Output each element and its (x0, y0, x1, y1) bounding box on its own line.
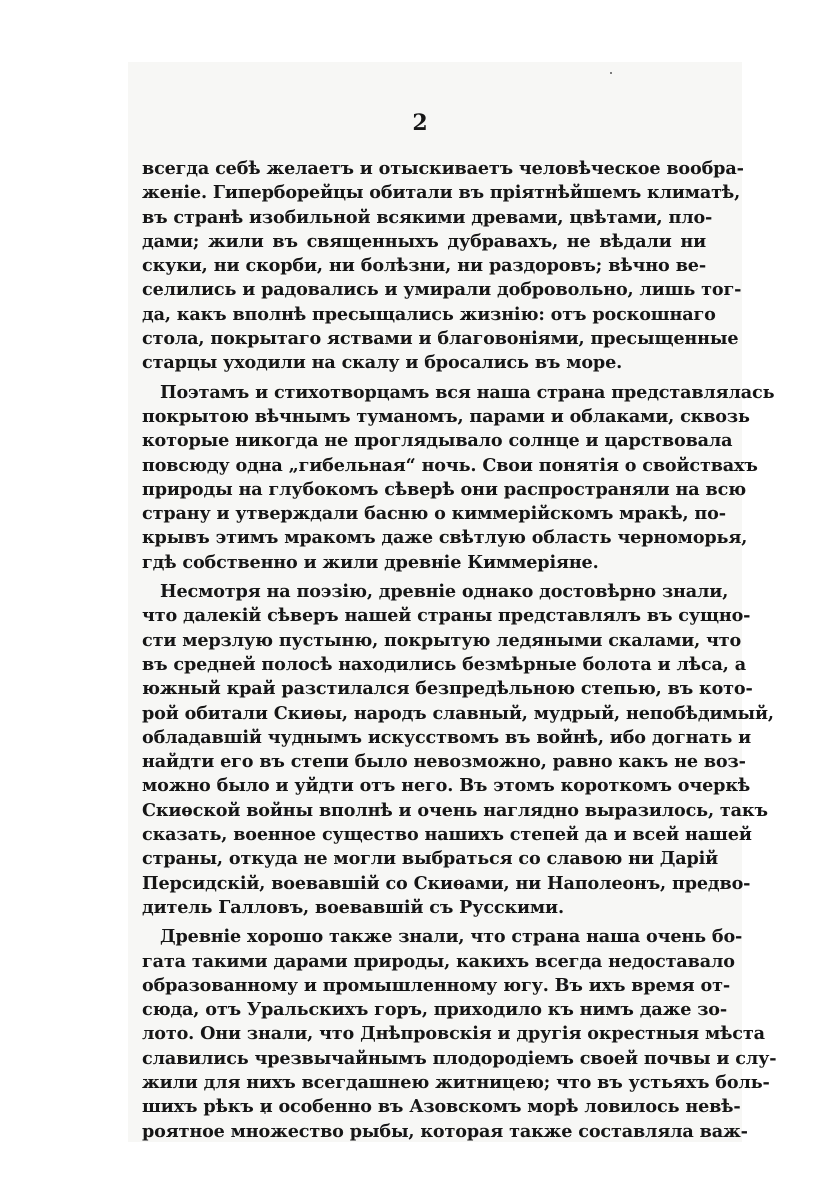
text-line: Персидскій, воевавшій со Скиѳами, ни Наполеонъ, предво- (142, 872, 751, 894)
text-line: южный край разстилался безпредѣльною степью, въ кото- (142, 678, 753, 700)
text-line: сказать, военное существо нашихъ степей да и всей нашей (142, 824, 752, 846)
text-line: повсюду одна „гибельная“ ночь. Свои понятія о свойствахъ (142, 454, 758, 476)
paragraph (142, 925, 777, 1144)
text-line: сти мерзлую пустыню, покрытую ледяными скалами, что (142, 629, 742, 651)
text-line: крывъ этимъ мракомъ даже свѣтлую область черноморья, (142, 527, 748, 549)
paragraph (142, 157, 744, 376)
text-line: найдти его въ степи было невозможно, равно какъ не воз- (142, 751, 746, 773)
text-line: которые никогда не проглядывало солнце и царствовала (142, 430, 733, 452)
text-line: образованному и промышленному югу. Въ ихъ время от- (142, 974, 730, 996)
text-line: старцы уходили на скалу и бросались въ море. (142, 352, 623, 374)
text-line: да, какъ вполнѣ пресыщались жизнію: отъ роскошнаго (142, 303, 716, 325)
text-line: стола, покрытаго яствами и благовоніями, пресыщенные (142, 328, 739, 350)
text-line: въ странѣ изобильной всякими древами, цвѣтами, пло- (142, 206, 713, 228)
text-line: Несмотря на поэзію, древніе однако достовѣрно знали, (160, 581, 729, 603)
text-line: сюда, отъ Уральскихъ горъ, приходило къ нимъ даже зо- (142, 999, 728, 1021)
paragraph (142, 580, 774, 920)
page-number: 2 (412, 110, 428, 136)
text-line: Скиѳской войны вполнѣ и очень наглядно выразилось, такъ (142, 799, 768, 821)
text-line: всегда себѣ желаетъ и отыскиваетъ человѣческое вообра- (142, 158, 744, 179)
text-line: рой обитали Скиѳы, народъ славный, мудрый, непобѣдимый, (142, 702, 774, 724)
paragraph (142, 381, 775, 575)
text-line: лото. Они знали, что Днѣпровскія и другія окрестныя мѣста (142, 1023, 765, 1045)
text-line: страны, откуда не могли выбраться со славою ни Дарій (142, 848, 719, 870)
text-line: гдѣ собственно и жили древніе Киммеріяне. (142, 551, 599, 573)
text-line: гата такими дарами природы, какихъ всегда недоставало (142, 950, 735, 972)
text-line: Древніе хорошо также знали, что страна наша очень бо- (160, 926, 743, 948)
text-line: что далекій сѣверъ нашей страны представлялъ въ сущно- (142, 605, 751, 627)
text-line: Поэтамъ и стихотворцамъ вся наша страна представлялась (160, 381, 775, 403)
text-line: жили для нихъ всегдашнею житницею; что въ устьяхъ боль- (142, 1071, 770, 1093)
text-line: въ средней полосѣ находились безмѣрные болота и лѣса, а (142, 653, 746, 675)
text-line: шихъ рѣкъ и особенно въ Азовскомъ морѣ ловилось невѣ- (142, 1096, 741, 1118)
text-line: покрытою вѣчнымъ туманомъ, парами и облаками, сквозь (142, 405, 750, 427)
text-line: можно было и уйдти отъ него. Въ этомъ короткомъ очеркѣ (142, 775, 751, 797)
text-line: славились чрезвычайнымъ плодородіемъ своей почвы и слу- (142, 1047, 777, 1069)
text-line: селились и радовались и умирали добровольно, лишь тог- (142, 279, 742, 301)
text-line: роятное множество рыбы, которая также составляла важ- (142, 1120, 748, 1142)
text-line: дитель Галловъ, воевавшій съ Русскими. (142, 896, 564, 918)
body-text (142, 157, 777, 1144)
scan-speck (610, 72, 612, 74)
text-line: природы на глубокомъ сѣверѣ они распространяли на всю (142, 478, 747, 500)
text-line: женіе. Гиперборейцы обитали въ пріятнѣйшемъ климатѣ, (142, 182, 741, 204)
text-line: обладавшій чуднымъ искусствомъ въ войнѣ, ибо догнать и (142, 726, 752, 748)
text-line: дами; жили въ священныхъ дубравахъ, не вѣдали ни (142, 230, 706, 252)
text-line: страну и утверждали басню о киммерійскомъ мракѣ, по- (142, 503, 726, 525)
text-line: скуки, ни скорби, ни болѣзни, ни раздоровъ; вѣчно ве- (142, 255, 706, 277)
